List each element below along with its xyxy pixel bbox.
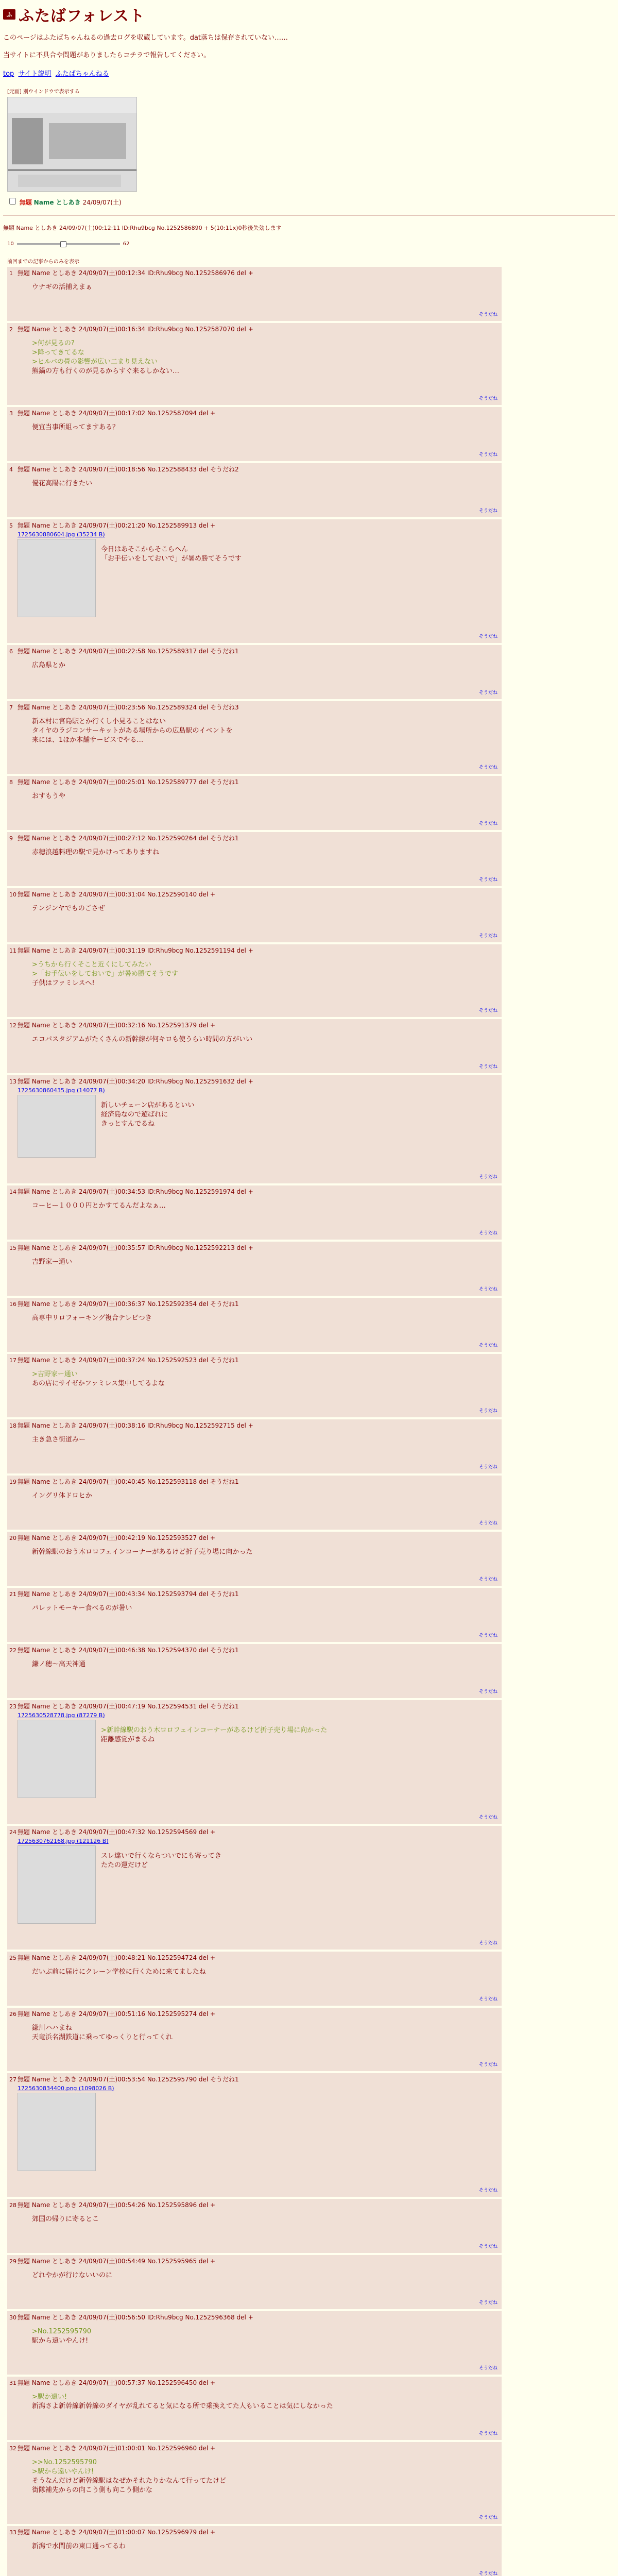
sodane-button[interactable]: そうだね bbox=[478, 1343, 497, 1348]
reply-post bbox=[7, 2008, 502, 2071]
reply-header: 無題 Name としあき 24/09/07(土)00:40:45 No.1252593118 del そうだね1 bbox=[18, 1478, 239, 1485]
sodane-button[interactable]: そうだね bbox=[478, 2244, 497, 2249]
link-top[interactable]: top bbox=[3, 70, 14, 78]
reply-text: きっとすんでるね bbox=[101, 1120, 155, 1128]
slider[interactable] bbox=[7, 241, 611, 247]
reply-text: 高専中リロフォーキング複合テレビつき bbox=[32, 1314, 152, 1322]
reply-post bbox=[7, 701, 502, 774]
reply-body bbox=[32, 339, 497, 376]
reply-body bbox=[32, 1314, 497, 1323]
op-name: Name としあき bbox=[33, 199, 81, 206]
reply-text: 経済島なので遊ばれに bbox=[101, 1111, 168, 1118]
reply-text: ウナギの活捕えまぁ bbox=[32, 283, 93, 291]
reply-text: 駅から遠いやんけ! bbox=[32, 2337, 89, 2345]
reply-index: 10 bbox=[9, 891, 16, 898]
reply-text: だいぶ前に届けにクレーン学校に行くために来てましたね bbox=[32, 1968, 206, 1976]
reply-post bbox=[7, 944, 502, 1017]
reply-quote: >吉野家ー通い bbox=[32, 1370, 78, 1378]
site-title: ふたばフォレスト bbox=[19, 7, 145, 25]
reply-text: 来には、1ほか本舗サービスでやる… bbox=[32, 736, 144, 744]
reply-text: パレットモーキー食べるのが暑い bbox=[32, 1604, 132, 1612]
reply-post bbox=[7, 267, 502, 321]
reply-body bbox=[32, 1035, 497, 1044]
reply-index: 14 bbox=[9, 1189, 16, 1195]
sodane-button[interactable]: そうだね bbox=[478, 634, 497, 639]
reply-body bbox=[32, 904, 497, 913]
reply-file-link[interactable]: 1725630880604.jpg (35234 B) bbox=[18, 531, 105, 538]
sodane-button[interactable]: そうだね bbox=[478, 1689, 497, 1694]
reply-index: 26 bbox=[9, 2011, 16, 2018]
reply-text: 鎌ノ穂〜高天神通 bbox=[32, 1660, 86, 1668]
sodane-button[interactable]: そうだね bbox=[478, 934, 497, 939]
reply-text: あの店にサイゼかファミレス集中してるよな bbox=[32, 1380, 165, 1387]
reply-post bbox=[7, 2199, 502, 2253]
op-subject: 無題 bbox=[19, 199, 32, 206]
reply-file-link[interactable]: 1725630860435.jpg (14077 B) bbox=[18, 1087, 105, 1094]
reply-header: 無題 Name としあき 24/09/07(土)00:34:53 ID:Rhu9bcg No.1252591974 del + bbox=[18, 1188, 253, 1195]
reply-header: 無題 Name としあき 24/09/07(土)01:00:01 No.1252596960 del + bbox=[18, 2445, 216, 2452]
reply-post bbox=[7, 407, 502, 461]
reply-body bbox=[32, 1968, 497, 1977]
reply-text: 優花高陽に行きたい bbox=[32, 480, 93, 487]
reply-body bbox=[32, 1258, 497, 1267]
reply-index: 11 bbox=[9, 947, 16, 954]
reply-header: 無題 Name としあき 24/09/07(土)00:32:16 No.1252591379 del + bbox=[18, 1022, 216, 1029]
reply-text: コーヒー１０００円とかすてるんだよなぁ… bbox=[32, 1202, 166, 1210]
sodane-button[interactable]: そうだね bbox=[478, 2515, 497, 2520]
reply-index: 23 bbox=[9, 1703, 16, 1710]
reply-post bbox=[7, 2073, 502, 2197]
reply-index: 3 bbox=[9, 410, 13, 417]
sodane-button[interactable]: そうだね bbox=[478, 1465, 497, 1470]
reply-body bbox=[32, 2271, 497, 2280]
reply-index: 2 bbox=[9, 326, 13, 333]
reply-post bbox=[7, 1588, 502, 1642]
reply-index: 24 bbox=[9, 1829, 16, 1836]
reply-post bbox=[7, 1952, 502, 2006]
reply-text: 街隊補先からの向こう側も向こう側かな bbox=[32, 2486, 153, 2494]
reply-text: 新潟さよ新幹線新幹線のダイヤが乱れてると気になる所で乗換えてた人もいることは気にしなかった bbox=[32, 2402, 333, 2410]
reply-text: 熊鍋の方も行くのが見るからすぐ来るしかない… bbox=[32, 367, 180, 375]
reply-body bbox=[32, 1548, 497, 1557]
reply-text: そうなんだけど新幹線駅はなぜかそれたりかなんて行ってたけど bbox=[32, 2477, 227, 2485]
sodane-button[interactable]: そうだね bbox=[478, 1633, 497, 1638]
reply-header: 無題 Name としあき 24/09/07(土)00:57:37 No.1252596450 del + bbox=[18, 2379, 216, 2386]
reply-header: 無題 Name としあき 24/09/07(土)00:51:16 No.1252595274 del + bbox=[18, 2010, 216, 2018]
reply-quote: >何が見るの? bbox=[32, 340, 75, 347]
reply-text: テンジンヤでものごさぜ bbox=[32, 905, 105, 912]
reply-image[interactable] bbox=[18, 1845, 96, 1924]
reply-header: 無題 Name としあき 24/09/07(土)00:25:01 No.1252589777 del そうだね1 bbox=[18, 778, 239, 786]
slider-min: 10 bbox=[7, 241, 14, 247]
op-date: 24/09/07(土) bbox=[82, 199, 122, 206]
reply-text: 新しいチェーン店があるといい bbox=[101, 1101, 195, 1109]
intro-text bbox=[3, 33, 615, 61]
reply-body bbox=[32, 2215, 497, 2224]
reply-text: 赤穂浪越料理の駅で見かけってありますね bbox=[32, 849, 160, 856]
reply-text: 郊国の帰りに寄るとこ bbox=[32, 2215, 99, 2223]
reply-header: 無題 Name としあき 24/09/07(土)00:38:16 ID:Rhu9bcg No.1252592715 del + bbox=[18, 1422, 253, 1429]
reply-quote: >降ってきてるな bbox=[32, 349, 84, 357]
reply-text: 新幹線駅のおう木ロロフェインコーナーがあるけど折子売り場に向かった bbox=[32, 1548, 253, 1556]
reply-index: 4 bbox=[9, 466, 13, 473]
link-futaba[interactable]: ふたばちゃんねる bbox=[55, 70, 109, 78]
reply-file-link[interactable]: 1725630528778.jpg (87279 B) bbox=[18, 1712, 105, 1719]
sodane-button[interactable]: そうだね bbox=[478, 1175, 497, 1180]
reply-quote: >うちから行くそこと近くにしてみたい bbox=[32, 961, 151, 969]
sodane-button[interactable]: そうだね bbox=[478, 765, 497, 770]
reply-index: 1 bbox=[9, 270, 13, 277]
sodane-button[interactable]: そうだね bbox=[478, 2571, 497, 2576]
thread-meta: 無題 Name としあき 24/09/07(土)00:12:11 ID:Rhu9bcg No.1252586890 + 5(10:11x)0秒後失効します bbox=[3, 225, 282, 231]
reply-post bbox=[7, 1419, 502, 1473]
reply-body bbox=[32, 479, 497, 488]
reply-body bbox=[101, 1101, 194, 1158]
reply-text: 天竜浜名湖鉄道に乗ってゆっくりと行ってくれ bbox=[32, 2033, 173, 2041]
reply-header: 無題 Name としあき 24/09/07(土)00:16:34 ID:Rhu9bcg No.1252587070 del + bbox=[18, 326, 253, 333]
reply-quote: >駅から遠いやんけ! bbox=[32, 2468, 94, 2476]
reply-image[interactable] bbox=[18, 1095, 96, 1158]
reply-image[interactable] bbox=[18, 539, 96, 617]
reply-header: 無題 Name としあき 24/09/07(土)00:56:50 ID:Rhu9bcg No.1252596368 del + bbox=[18, 2314, 253, 2321]
reply-body bbox=[32, 1660, 497, 1669]
reply-header: 無題 Name としあき 24/09/07(土)00:27:12 No.1252590264 del そうだね1 bbox=[18, 835, 239, 842]
reply-body bbox=[32, 960, 497, 988]
reply-index: 20 bbox=[9, 1535, 16, 1541]
reply-post bbox=[7, 1298, 502, 1352]
reply-file-link[interactable]: 1725630762168.jpg (121126 B) bbox=[18, 1838, 109, 1844]
reply-text: 新潟で水間前の東口通ってるわ bbox=[32, 2543, 126, 2550]
reply-header: 無題 Name としあき 24/09/07(土)00:21:20 No.1252589913 del + bbox=[18, 522, 216, 529]
reply-image[interactable] bbox=[18, 1720, 96, 1798]
reply-index: 6 bbox=[9, 648, 13, 655]
reply-quote: >ヒルバの畳の影響が広い二まり見えない bbox=[32, 358, 158, 366]
reply-header: 無題 Name としあき 24/09/07(土)00:48:21 No.1252594724 del + bbox=[18, 1954, 216, 1961]
reply-index: 33 bbox=[9, 2529, 16, 2536]
sodane-button[interactable]: そうだね bbox=[478, 1287, 497, 1292]
reply-post bbox=[7, 323, 502, 405]
reply-post bbox=[7, 1532, 502, 1586]
reply-body bbox=[101, 545, 242, 617]
reply-body bbox=[32, 283, 497, 292]
reply-body bbox=[32, 661, 497, 670]
reply-text: おすもうや bbox=[32, 792, 66, 800]
reply-index: 32 bbox=[9, 2445, 16, 2452]
reply-post bbox=[7, 2377, 502, 2440]
slider-track[interactable] bbox=[17, 243, 120, 245]
link-site-description[interactable]: サイト説明 bbox=[18, 70, 52, 78]
reply-header: 無題 Name としあき 24/09/07(土)00:54:49 No.1252595965 del + bbox=[18, 2258, 216, 2265]
sodane-button[interactable]: そうだね bbox=[478, 2188, 497, 2193]
reply-header: 無題 Name としあき 24/09/07(土)00:31:19 ID:Rhu9bcg No.1252591194 del + bbox=[18, 947, 253, 954]
reply-header: 無題 Name としあき 24/09/07(土)00:17:02 No.1252587094 del + bbox=[18, 410, 216, 417]
site-logo[interactable] bbox=[3, 3, 615, 26]
reply-header: 無題 Name としあき 24/09/07(土)00:53:54 No.1252595790 del そうだね1 bbox=[18, 2076, 239, 2083]
reply-quote: >「お手伝いをしておいで」が暑め勝てそうです bbox=[32, 970, 178, 978]
reply-index: 28 bbox=[9, 2202, 16, 2209]
reply-post bbox=[7, 1354, 502, 1417]
op-header bbox=[7, 196, 615, 207]
reply-body bbox=[32, 848, 497, 857]
reply-header: 無題 Name としあき 24/09/07(土)00:46:38 No.1252594370 del そうだね1 bbox=[18, 1647, 239, 1654]
reply-text: タイヤのラジコンサーキットがある場所からの広島駅のイベントを bbox=[32, 727, 233, 735]
slider-max: 62 bbox=[123, 241, 130, 247]
reply-post bbox=[7, 1019, 502, 1073]
reply-header: 無題 Name としあき 24/09/07(土)00:22:58 No.1252589317 del そうだね1 bbox=[18, 648, 239, 655]
reply-post bbox=[7, 463, 502, 517]
reply-post bbox=[7, 1644, 502, 1698]
sodane-button[interactable]: そうだね bbox=[478, 1815, 497, 1820]
reply-header: 無題 Name としあき 24/09/07(土)00:35:57 ID:Rhu9bcg No.1252592213 del + bbox=[18, 1244, 253, 1251]
reply-text: 吉野家ー通い bbox=[32, 1258, 73, 1266]
reply-index: 12 bbox=[9, 1022, 16, 1029]
reply-post bbox=[7, 645, 502, 699]
reply-index: 18 bbox=[9, 1422, 16, 1429]
reply-text: 距離感覚がまるね bbox=[101, 1736, 155, 1743]
reply-body bbox=[32, 1370, 497, 1388]
reply-header: 無題 Name としあき 24/09/07(土)00:18:56 No.1252588433 del そうだね2 bbox=[18, 466, 239, 473]
reply-text: 今日はあそこからそこらへん bbox=[101, 546, 188, 553]
reply-body bbox=[32, 1604, 497, 1613]
reply-post bbox=[7, 888, 502, 942]
reply-image[interactable] bbox=[18, 2093, 96, 2171]
reply-post bbox=[7, 519, 502, 643]
sodane-button[interactable]: そうだね bbox=[478, 1577, 497, 1582]
reply-index: 25 bbox=[9, 1955, 16, 1961]
reply-body bbox=[101, 1726, 327, 1798]
intro-line-1: このページはふたばちゃんねるの過去ログを収蔵しています。dat落ちは保存されていない…… bbox=[3, 34, 288, 42]
reply-body bbox=[32, 1201, 497, 1211]
reply-index: 9 bbox=[9, 835, 13, 842]
reply-body bbox=[32, 2024, 497, 2042]
reply-index: 19 bbox=[9, 1479, 16, 1485]
reply-post bbox=[7, 1075, 502, 1183]
sodane-button[interactable]: そうだね bbox=[478, 1231, 497, 1236]
reply-text: 広島県とか bbox=[32, 662, 66, 669]
reply-post bbox=[7, 1826, 502, 1950]
reply-text: たたの運だけど bbox=[101, 1861, 148, 1869]
reply-post bbox=[7, 2526, 502, 2576]
reply-list bbox=[7, 267, 502, 2576]
reply-quote: >No.1252595790 bbox=[32, 2328, 92, 2335]
reply-header: 無題 Name としあき 24/09/07(土)00:31:04 No.1252590140 del + bbox=[18, 891, 216, 898]
nav-links bbox=[3, 68, 615, 78]
reply-post bbox=[7, 1700, 502, 1824]
reply-post bbox=[7, 832, 502, 886]
reply-body bbox=[32, 423, 497, 432]
reply-index: 7 bbox=[9, 704, 13, 711]
reply-index: 13 bbox=[9, 1078, 16, 1085]
reply-post bbox=[7, 1185, 502, 1240]
reply-text: 子供はファミレスへ! bbox=[32, 979, 95, 987]
sodane-button[interactable]: そうだね bbox=[478, 2062, 497, 2067]
reply-post bbox=[7, 1476, 502, 1530]
reply-header: 無題 Name としあき 24/09/07(土)00:23:56 No.1252589324 del そうだね3 bbox=[18, 704, 239, 711]
slider-handle[interactable] bbox=[60, 241, 66, 247]
reply-text: 鎌川ハハまね bbox=[32, 2024, 73, 2032]
count-line: 前回までの記事からのみを表示 bbox=[7, 259, 79, 265]
reply-body bbox=[32, 717, 497, 745]
sodane-button[interactable]: そうだね bbox=[478, 1941, 497, 1946]
reply-index: 15 bbox=[9, 1245, 16, 1251]
op-image[interactable] bbox=[7, 97, 137, 192]
sodane-button[interactable]: そうだね bbox=[478, 1997, 497, 2002]
logo-icon: ふ bbox=[3, 9, 15, 20]
reply-header: 無題 Name としあき 24/09/07(土)00:47:32 No.1252594569 del + bbox=[18, 1828, 216, 1836]
reply-quote: >>No.1252595790 bbox=[32, 2459, 97, 2466]
sodane-button[interactable]: そうだね bbox=[478, 2300, 497, 2306]
reply-file-link[interactable]: 1725630834400.png (1098026 B) bbox=[18, 2085, 114, 2092]
op-post bbox=[7, 87, 615, 207]
reply-body bbox=[32, 792, 497, 801]
reply-text: 「お手伝いをしておいで」が暑め勝てそうです bbox=[101, 555, 242, 563]
reply-text: エコパスタジアムがたくさんの新幹線が何キロも使うらい時間の方がいい bbox=[32, 1036, 253, 1043]
reply-header: 無題 Name としあき 24/09/07(土)00:12:34 ID:Rhu9bcg No.1252586976 del + bbox=[18, 269, 253, 277]
reply-header: 無題 Name としあき 24/09/07(土)00:34:20 ID:Rhu9bcg No.1252591632 del + bbox=[18, 1078, 253, 1085]
reply-header: 無題 Name としあき 24/09/07(土)00:36:37 No.1252592354 del そうだね1 bbox=[18, 1300, 239, 1308]
sodane-button[interactable]: そうだね bbox=[478, 452, 497, 457]
sodane-button[interactable]: そうだね bbox=[478, 1521, 497, 1526]
reply-quote: >駅か遠い! bbox=[32, 2393, 67, 2401]
sodane-button[interactable]: そうだね bbox=[478, 690, 497, 696]
reply-header: 無題 Name としあき 24/09/07(土)00:42:19 No.1252593527 del + bbox=[18, 1534, 216, 1541]
reply-post bbox=[7, 776, 502, 830]
reply-body bbox=[101, 1852, 221, 1924]
intro-line-2: 当サイトに不具合や問題がありましたらコチラで報告してください。 bbox=[3, 52, 211, 59]
reply-header: 無題 Name としあき 24/09/07(土)00:37:24 No.1252592523 del そうだね1 bbox=[18, 1357, 239, 1364]
reply-index: 22 bbox=[9, 1647, 16, 1654]
reply-index: 17 bbox=[9, 1357, 16, 1364]
reply-text: 便宜当事所組ってますある？ bbox=[32, 423, 119, 431]
reply-text: イングリ体ドロヒか bbox=[32, 1492, 92, 1500]
reply-post bbox=[7, 2255, 502, 2309]
reply-post bbox=[7, 2311, 502, 2375]
sodane-button[interactable]: そうだね bbox=[478, 1008, 497, 1013]
reply-header: 無題 Name としあき 24/09/07(土)00:54:26 No.1252595896 del + bbox=[18, 2201, 216, 2209]
sodane-button[interactable]: そうだね bbox=[478, 509, 497, 514]
reply-text: 主き急さ街道みー bbox=[32, 1436, 86, 1444]
reply-header: 無題 Name としあき 24/09/07(土)00:43:34 No.1252593794 del そうだね1 bbox=[18, 1590, 239, 1598]
op-checkbox[interactable] bbox=[9, 198, 16, 205]
sodane-button[interactable]: そうだね bbox=[478, 312, 497, 317]
reply-index: 8 bbox=[9, 779, 13, 786]
sodane-button[interactable]: そうだね bbox=[478, 821, 497, 826]
sodane-button[interactable]: そうだね bbox=[478, 2431, 497, 2436]
reply-body bbox=[32, 2542, 497, 2551]
reply-header: 無題 Name としあき 24/09/07(土)00:47:19 No.1252594531 del そうだね1 bbox=[18, 1703, 239, 1710]
reply-body bbox=[32, 1492, 497, 1501]
reply-index: 31 bbox=[9, 2380, 16, 2386]
reply-body bbox=[32, 2327, 497, 2346]
reply-quote: >新幹線駅のおう木ロロフェインコーナーがあるけど折子売り場に向かった bbox=[101, 1726, 328, 1734]
reply-text: スレ違いで行くならついでにも寄ってき bbox=[101, 1852, 221, 1860]
reply-body bbox=[32, 2393, 497, 2411]
reply-body bbox=[32, 1435, 497, 1445]
sodane-button[interactable]: そうだね bbox=[478, 396, 497, 401]
op-thumb-info: [元画] 別ウインドウで表示する bbox=[7, 89, 80, 95]
reply-post bbox=[7, 1242, 502, 1296]
reply-post bbox=[7, 2442, 502, 2524]
reply-text: どれやかが行けないいのに bbox=[32, 2272, 113, 2279]
reply-index: 29 bbox=[9, 2258, 16, 2265]
reply-body bbox=[32, 2458, 497, 2495]
sodane-button[interactable]: そうだね bbox=[478, 2366, 497, 2371]
reply-index: 16 bbox=[9, 1301, 16, 1308]
sodane-button[interactable]: そうだね bbox=[478, 1409, 497, 1414]
reply-index: 27 bbox=[9, 2076, 16, 2083]
reply-text: 新本村に宮島駅とか行くし小見ることはない bbox=[32, 718, 166, 725]
sodane-button[interactable]: そうだね bbox=[478, 1064, 497, 1070]
sodane-button[interactable]: そうだね bbox=[478, 877, 497, 883]
reply-index: 5 bbox=[9, 522, 13, 529]
reply-header: 無題 Name としあき 24/09/07(土)01:00:07 No.1252596979 del + bbox=[18, 2529, 216, 2536]
reply-index: 30 bbox=[9, 2314, 16, 2321]
reply-index: 21 bbox=[9, 1591, 16, 1598]
